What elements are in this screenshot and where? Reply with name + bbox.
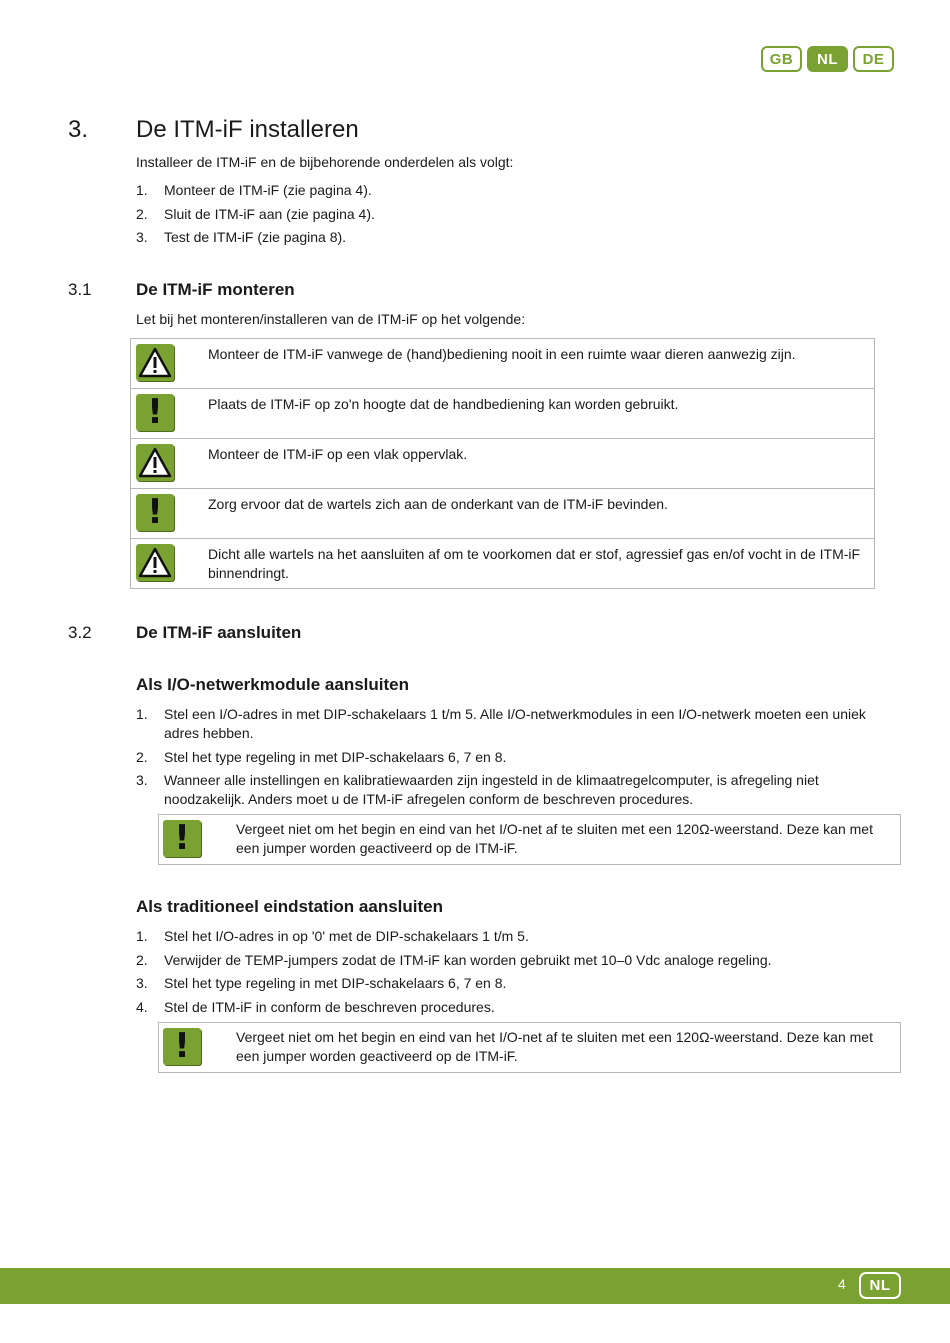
notice-table	[130, 338, 875, 589]
notice-text: Dicht alle wartels na het aansluiten af om te voorkomen dat er stof, agressief gas en/of vocht in de ITM-iF binnendringt.	[208, 546, 861, 581]
list-item: 3. Wanneer alle instellingen en kalibratiewaarden zijn ingesteld in de klimaatregelcomputer, is afregeling niet noodzakelijk. Anders moet u de ITM-iF afregelen conform de beschreven procedures.	[136, 772, 819, 807]
notice-box	[158, 1022, 901, 1073]
footer-language-tab: NL	[859, 1272, 901, 1299]
list-item: 2. Stel het type regeling in met DIP-schakelaars 6, 7 en 8.	[136, 748, 507, 765]
section-intro: Installeer de ITM-iF en de bijbehorende onderdelen als volgt:	[136, 154, 514, 170]
list-item: 2. Verwijder de TEMP-jumpers zodat de ITM-iF kan worden gebruikt met 10–0 Vdc analoge regeling.	[136, 951, 772, 968]
notice-row	[131, 439, 874, 489]
list-item: 1. Stel een I/O-adres in met DIP-schakelaars 1 t/m 5. Alle I/O-netwerkmodules in een I/O-netwerk moeten een uniek adres hebben.	[136, 706, 866, 741]
list-item: 4. Stel de ITM-iF in conform de beschreven procedures.	[136, 998, 495, 1015]
notice-text: Monteer de ITM-iF vanwege de (hand)bediening nooit in een ruimte waar dieren aanwezig zijn.	[208, 346, 796, 362]
exclamation-icon: !	[136, 394, 174, 431]
language-tab-nl[interactable]: NL	[807, 46, 848, 72]
warning-triangle-icon	[136, 444, 174, 481]
subsection-title: De ITM-iF monteren	[136, 280, 295, 299]
sub-subsection-title: Als I/O-netwerkmodule aansluiten	[136, 675, 410, 694]
warning-triangle-icon	[136, 544, 174, 581]
subsection-intro: Let bij het monteren/installeren van de ITM-iF op het volgende:	[136, 311, 526, 327]
list-item: 3. Stel het type regeling in met DIP-schakelaars 6, 7 en 8.	[136, 975, 507, 991]
language-tabs	[761, 46, 894, 72]
notice-text: Monteer de ITM-iF op een vlak oppervlak.	[208, 446, 468, 462]
subsection-title: De ITM-iF aansluiten	[136, 623, 302, 642]
page-title: De ITM-iF installeren	[136, 116, 359, 143]
section-number: 3.	[68, 116, 89, 143]
list-item: 1. Monteer de ITM-iF (zie pagina 4).	[136, 182, 372, 198]
sub-subsection-title: Als traditioneel eindstation aansluiten	[136, 897, 443, 916]
language-tab-de[interactable]: DE	[853, 46, 894, 72]
exclamation-icon: !	[163, 820, 201, 857]
network-module-steps-list	[136, 705, 866, 814]
install-steps-list	[136, 181, 866, 252]
list-item: 3. Test de ITM-iF (zie pagina 8).	[136, 229, 347, 245]
notice-row	[131, 539, 874, 589]
notice-box	[158, 814, 901, 865]
subsection-number: 3.1	[68, 280, 92, 299]
footer-bar	[0, 1268, 950, 1304]
exclamation-icon: !	[163, 1028, 201, 1065]
list-item: 2. Sluit de ITM-iF aan (zie pagina 4).	[136, 205, 375, 222]
notice-text: Zorg ervoor dat de wartels zich aan de onderkant van de ITM-iF bevinden.	[208, 496, 668, 512]
notice-row	[131, 339, 874, 389]
exclamation-icon: !	[136, 494, 174, 531]
list-item: 1. Stel het I/O-adres in op '0' met de DIP-schakelaars 1 t/m 5.	[136, 928, 529, 944]
notice-text: Plaats de ITM-iF op zo'n hoogte dat de handbediening kan worden gebruikt.	[208, 396, 679, 412]
notice-row	[131, 489, 874, 539]
traditional-station-steps-list	[136, 927, 866, 1021]
notice-text: Vergeet niet om het begin en eind van het I/O-net af te sluiten met een 120Ω-weerstand. Deze kan met een jumper worden geactiveerd op de ITM-iF.	[236, 1029, 873, 1064]
subsection-number: 3.2	[68, 623, 92, 642]
language-tab-gb[interactable]: GB	[761, 46, 802, 72]
notice-row	[131, 389, 874, 439]
notice-text: Vergeet niet om het begin en eind van het I/O-net af te sluiten met een 120Ω-weerstand. Deze kan met een jumper worden geactiveerd op de ITM-iF.	[236, 821, 873, 856]
warning-triangle-icon	[136, 344, 174, 381]
page-number: 4	[838, 1276, 846, 1292]
